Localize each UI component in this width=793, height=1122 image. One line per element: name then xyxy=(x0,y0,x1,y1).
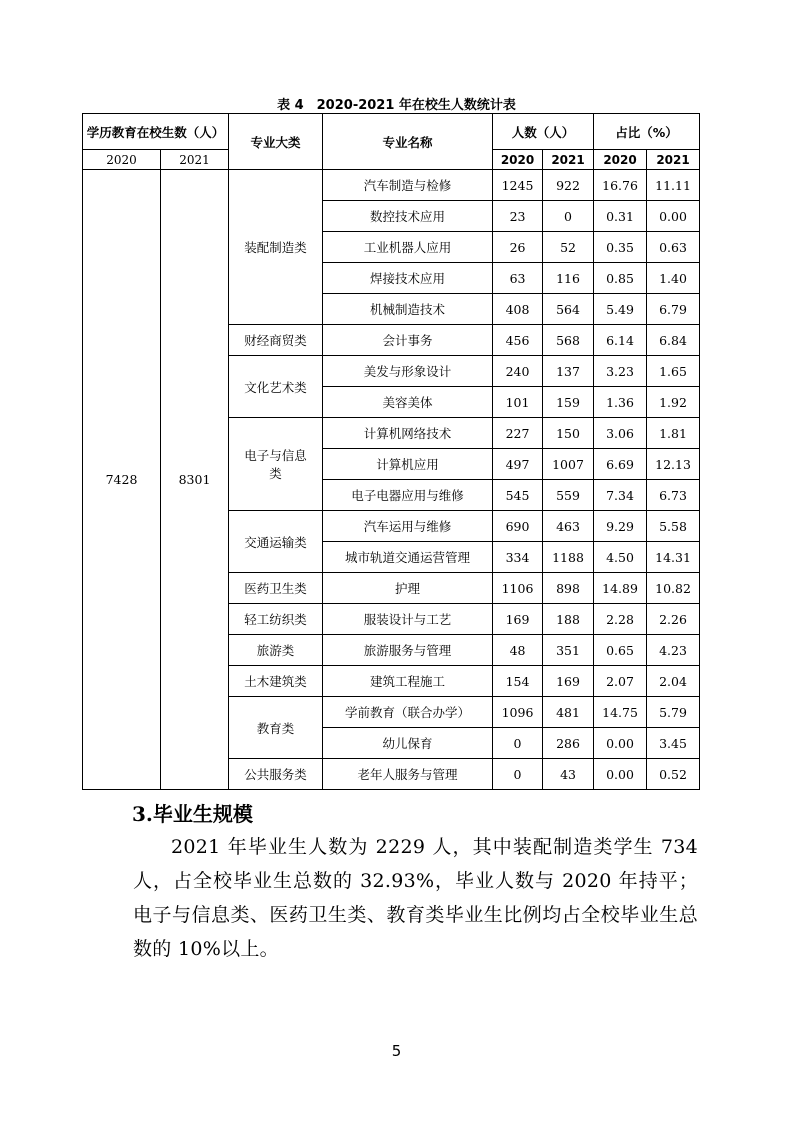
category-cell: 装配制造类 xyxy=(229,170,323,325)
percent-2020-cell: 3.23 xyxy=(594,356,647,387)
count-2020-cell: 1106 xyxy=(493,573,543,604)
percent-2021-cell: 1.40 xyxy=(647,263,700,294)
count-2020-cell: 334 xyxy=(493,542,543,573)
percent-2020-cell: 2.28 xyxy=(594,604,647,635)
page-number: 5 xyxy=(391,1042,402,1060)
table-row xyxy=(83,170,700,201)
percent-2021-cell: 1.65 xyxy=(647,356,700,387)
percent-2020-cell: 0.00 xyxy=(594,728,647,759)
count-2021-cell: 898 xyxy=(543,573,594,604)
percent-2020-cell: 0.65 xyxy=(594,635,647,666)
graduates-paragraph: 2021 年毕业生人数为 2229 人，其中装配制造类学生 734 人，占全校毕业生总数的 32.93%，毕业人数与 2020 年持平；电子与信息类、医药卫生类、教育类毕业生比例均占全校毕业生总数的 10%以上。 xyxy=(133,836,698,960)
count-2020-cell: 1096 xyxy=(493,697,543,728)
count-2021-cell: 52 xyxy=(543,232,594,263)
percent-2021-cell: 12.13 xyxy=(647,449,700,480)
count-2020-cell: 497 xyxy=(493,449,543,480)
major-cell: 学前教育（联合办学） xyxy=(323,697,493,728)
percent-2020-cell: 14.89 xyxy=(594,573,647,604)
percent-2020-cell: 6.69 xyxy=(594,449,647,480)
category-cell: 教育类 xyxy=(229,697,323,759)
major-cell: 幼儿保育 xyxy=(323,728,493,759)
header-enrollment: 学历教育在校生数（人） xyxy=(83,114,229,150)
count-2020-cell: 23 xyxy=(493,201,543,232)
major-cell: 城市轨道交通运营管理 xyxy=(323,542,493,573)
count-2021-cell: 481 xyxy=(543,697,594,728)
table-body xyxy=(83,170,700,790)
category-cell: 轻工纺织类 xyxy=(229,604,323,635)
percent-2021-cell: 0.63 xyxy=(647,232,700,263)
total-2020: 7428 xyxy=(83,170,161,790)
major-cell: 护理 xyxy=(323,573,493,604)
header-percent-2020: 2020 xyxy=(594,150,647,170)
count-2020-cell: 26 xyxy=(493,232,543,263)
count-2020-cell: 0 xyxy=(493,759,543,790)
major-cell: 电子电器应用与维修 xyxy=(323,480,493,511)
count-2021-cell: 169 xyxy=(543,666,594,697)
header-count: 人数（人） xyxy=(493,114,594,150)
count-2021-cell: 150 xyxy=(543,418,594,449)
percent-2021-cell: 10.82 xyxy=(647,573,700,604)
header-major: 专业名称 xyxy=(323,114,493,170)
count-2020-cell: 545 xyxy=(493,480,543,511)
count-2021-cell: 922 xyxy=(543,170,594,201)
percent-2020-cell: 4.50 xyxy=(594,542,647,573)
count-2020-cell: 408 xyxy=(493,294,543,325)
header-count-2020: 2020 xyxy=(493,150,543,170)
percent-2021-cell: 0.00 xyxy=(647,201,700,232)
header-percent-2021: 2021 xyxy=(647,150,700,170)
percent-2021-cell: 1.81 xyxy=(647,418,700,449)
percent-2021-cell: 0.52 xyxy=(647,759,700,790)
percent-2020-cell: 6.14 xyxy=(594,325,647,356)
count-2021-cell: 568 xyxy=(543,325,594,356)
major-cell: 会计事务 xyxy=(323,325,493,356)
count-2021-cell: 159 xyxy=(543,387,594,418)
count-2020-cell: 240 xyxy=(493,356,543,387)
percent-2020-cell: 0.31 xyxy=(594,201,647,232)
section-title: 3.毕业生规模 xyxy=(132,802,253,826)
count-2021-cell: 137 xyxy=(543,356,594,387)
count-2020-cell: 456 xyxy=(493,325,543,356)
count-2021-cell: 188 xyxy=(543,604,594,635)
category-cell: 医药卫生类 xyxy=(229,573,323,604)
percent-2021-cell: 1.92 xyxy=(647,387,700,418)
percent-2021-cell: 6.84 xyxy=(647,325,700,356)
percent-2020-cell: 1.36 xyxy=(594,387,647,418)
header-enrollment-2020: 2020 xyxy=(83,150,161,170)
percent-2021-cell: 11.11 xyxy=(647,170,700,201)
count-2021-cell: 1188 xyxy=(543,542,594,573)
category-cell: 电子与信息类 xyxy=(229,418,323,511)
category-cell: 土木建筑类 xyxy=(229,666,323,697)
major-cell: 焊接技术应用 xyxy=(323,263,493,294)
category-cell: 公共服务类 xyxy=(229,759,323,790)
major-cell: 工业机器人应用 xyxy=(323,232,493,263)
count-2020-cell: 227 xyxy=(493,418,543,449)
percent-2020-cell: 7.34 xyxy=(594,480,647,511)
category-cell: 文化艺术类 xyxy=(229,356,323,418)
count-2021-cell: 0 xyxy=(543,201,594,232)
count-2021-cell: 1007 xyxy=(543,449,594,480)
count-2021-cell: 559 xyxy=(543,480,594,511)
percent-2021-cell: 6.73 xyxy=(647,480,700,511)
major-cell: 建筑工程施工 xyxy=(323,666,493,697)
count-2020-cell: 154 xyxy=(493,666,543,697)
major-cell: 美发与形象设计 xyxy=(323,356,493,387)
total-2021: 8301 xyxy=(161,170,229,790)
percent-2020-cell: 16.76 xyxy=(594,170,647,201)
percent-2021-cell: 6.79 xyxy=(647,294,700,325)
header-category: 专业大类 xyxy=(229,114,323,170)
count-2020-cell: 63 xyxy=(493,263,543,294)
major-cell: 服装设计与工艺 xyxy=(323,604,493,635)
major-cell: 计算机网络技术 xyxy=(323,418,493,449)
percent-2021-cell: 14.31 xyxy=(647,542,700,573)
count-2021-cell: 351 xyxy=(543,635,594,666)
percent-2020-cell: 14.75 xyxy=(594,697,647,728)
category-cell: 旅游类 xyxy=(229,635,323,666)
major-cell: 数控技术应用 xyxy=(323,201,493,232)
table-caption: 表 4 2020-2021 年在校生人数统计表 xyxy=(277,98,516,113)
count-2020-cell: 0 xyxy=(493,728,543,759)
major-cell: 计算机应用 xyxy=(323,449,493,480)
count-2021-cell: 116 xyxy=(543,263,594,294)
count-2020-cell: 1245 xyxy=(493,170,543,201)
percent-2020-cell: 0.35 xyxy=(594,232,647,263)
percent-2020-cell: 5.49 xyxy=(594,294,647,325)
percent-2021-cell: 4.23 xyxy=(647,635,700,666)
count-2021-cell: 43 xyxy=(543,759,594,790)
percent-2021-cell: 5.79 xyxy=(647,697,700,728)
percent-2020-cell: 9.29 xyxy=(594,511,647,542)
percent-2021-cell: 2.04 xyxy=(647,666,700,697)
percent-2020-cell: 0.85 xyxy=(594,263,647,294)
percent-2020-cell: 3.06 xyxy=(594,418,647,449)
percent-2020-cell: 2.07 xyxy=(594,666,647,697)
category-cell: 交通运输类 xyxy=(229,511,323,573)
header-count-2021: 2021 xyxy=(543,150,594,170)
major-cell: 汽车制造与检修 xyxy=(323,170,493,201)
category-cell: 财经商贸类 xyxy=(229,325,323,356)
count-2021-cell: 286 xyxy=(543,728,594,759)
count-2020-cell: 48 xyxy=(493,635,543,666)
count-2020-cell: 101 xyxy=(493,387,543,418)
header-percent: 占比（%） xyxy=(594,114,700,150)
percent-2021-cell: 2.26 xyxy=(647,604,700,635)
count-2020-cell: 690 xyxy=(493,511,543,542)
enrollment-table xyxy=(82,113,700,790)
percent-2021-cell: 3.45 xyxy=(647,728,700,759)
percent-2020-cell: 0.00 xyxy=(594,759,647,790)
major-cell: 老年人服务与管理 xyxy=(323,759,493,790)
percent-2021-cell: 5.58 xyxy=(647,511,700,542)
count-2020-cell: 169 xyxy=(493,604,543,635)
major-cell: 美容美体 xyxy=(323,387,493,418)
header-enrollment-2021: 2021 xyxy=(161,150,229,170)
major-cell: 旅游服务与管理 xyxy=(323,635,493,666)
major-cell: 机械制造技术 xyxy=(323,294,493,325)
major-cell: 汽车运用与维修 xyxy=(323,511,493,542)
count-2021-cell: 564 xyxy=(543,294,594,325)
count-2021-cell: 463 xyxy=(543,511,594,542)
